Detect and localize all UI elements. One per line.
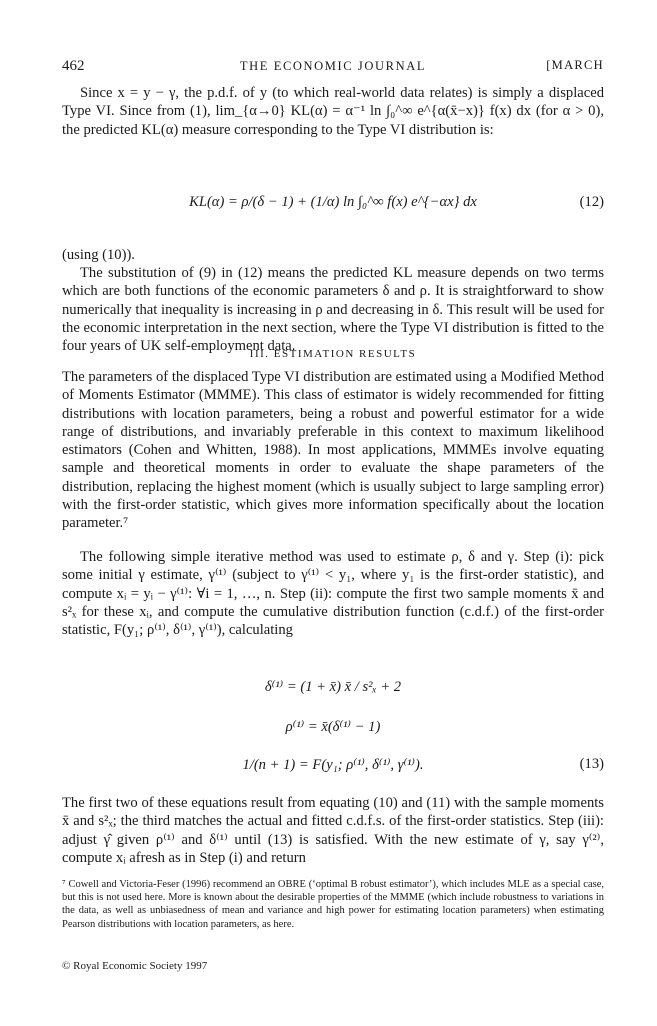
paragraph-type-vi (62, 84, 604, 139)
equation-13c-body: 1/(n + 1) = F(y₁; ρ⁽¹⁾, δ⁽¹⁾, γ⁽¹⁾). (242, 757, 424, 773)
paragraph-text: The following simple iterative method was used to estimate ρ, δ and γ. Step (i): pick some initial γ estimate, γ⁽¹⁾ (subject to γ⁽¹⁾ < y₁, where y₁ is the first-order statistic), and compute xᵢ = yᵢ − γ⁽¹⁾: ∀i = 1, …, n. Step (ii): compute the first two sample moments x̄ and s²ₓ for these xᵢ, and compute the cumulative distribution function (c.d.f.) of the first-order statistic, F(y₁; ρ⁽¹⁾, δ⁽¹⁾, γ⁽¹⁾), calculating (62, 549, 604, 639)
paragraph-text: The first two of these equations result from equating (10) and (11) with the sample moments x̄ and s²ₓ; the third matches the actual and fitted c.d.f.s. of the first-order statistics. Step (iii): adjust γ̂ given ρ⁽¹⁾ and δ⁽¹⁾ until (13) is satisfied. With the new estimate of γ, say γ⁽²⁾, compute xᵢ afresh as in Step (i) and return (62, 795, 604, 866)
running-header (62, 58, 604, 80)
paragraph-iterative-method (62, 548, 604, 639)
equation-12-body: KL(α) = ρ/(δ − 1) + (1/α) ln ∫₀^∞ f(x) e^{−αx} dx (189, 194, 477, 210)
footnote-7: ⁷ Cowell and Victoria-Feser (1996) recommend an OBRE (‘optimal B robust estimator’), which includes MLE as a special case, but this is not used here. More is known about the desirable properties of the MMME (which include robustness to variations in the data, as well as unbiasedness of mean and variance and high power for estimating location parameters) when estimating Pearson distributions with location parameters, as here. (62, 879, 604, 930)
paragraph-substitution (62, 264, 604, 355)
paragraph-text: (using (10)). (62, 247, 135, 263)
paragraph-text: The substitution of (9) in (12) means the predicted KL measure depends on two terms which are both functions of the economic parameters δ and ρ. It is straightforward to show numerically that inequality is increasing in ρ and decreasing in δ. This result will be used for the economic interpretation in the next section, where the Type VI distribution is fitted to the four years of UK self-employment data. (62, 265, 604, 355)
paragraph-text: The parameters of the displaced Type VI distribution are estimated using a Modified Method of Moments Estimator (MMME). This class of estimator is widely recommended for fitting distributions with location parameters, being a robust and powerful estimator for a wide range of distributions, and invariably preferable in this context to maximum likelihood estimators (Cohen and Whitten, 1988). In most applications, MMMEs involve equating sample and theoretical moments in order to evaluate the shape parameters of the distribution, replacing the highest moment (which is usually subject to large sampling error) with the first-order statistic, which gives more information specifically about the location parameter.⁷ (62, 369, 604, 532)
equation-13b-body: ρ⁽¹⁾ = x̄(δ⁽¹⁾ − 1) (285, 719, 381, 735)
equation-12-number: (12) (579, 194, 604, 210)
paragraph-text: Since x = y − γ, the p.d.f. of y (to which real-world data relates) is simply a displaced Type VI. Since from (1), lim_{α→0} KL(α) = α⁻¹ ln ∫₀^∞ e^{α(x̄−x)} f(x) dx (for α > 0), the predicted KL(α) measure corresponding to the Type VI distribution is: (62, 85, 604, 138)
equation-13-number: (13) (579, 756, 604, 772)
equation-13a (62, 678, 604, 704)
issue-label: [MARCH (546, 58, 604, 72)
section-heading: III. ESTIMATION RESULTS (249, 348, 417, 360)
equation-13b (62, 718, 604, 744)
copyright-line: © Royal Economic Society 1997 (62, 960, 208, 972)
equation-13c (62, 756, 604, 782)
journal-title: THE ECONOMIC JOURNAL (239, 59, 427, 73)
equation-12 (62, 172, 604, 232)
paragraph-equations-result (62, 794, 604, 867)
paragraph-using (62, 246, 604, 264)
page-number: 462 (62, 58, 85, 74)
equation-13a-body: δ⁽¹⁾ = (1 + x̄) x̄ / s²ₓ + 2 (264, 679, 402, 695)
paragraph-estimation (62, 368, 604, 533)
